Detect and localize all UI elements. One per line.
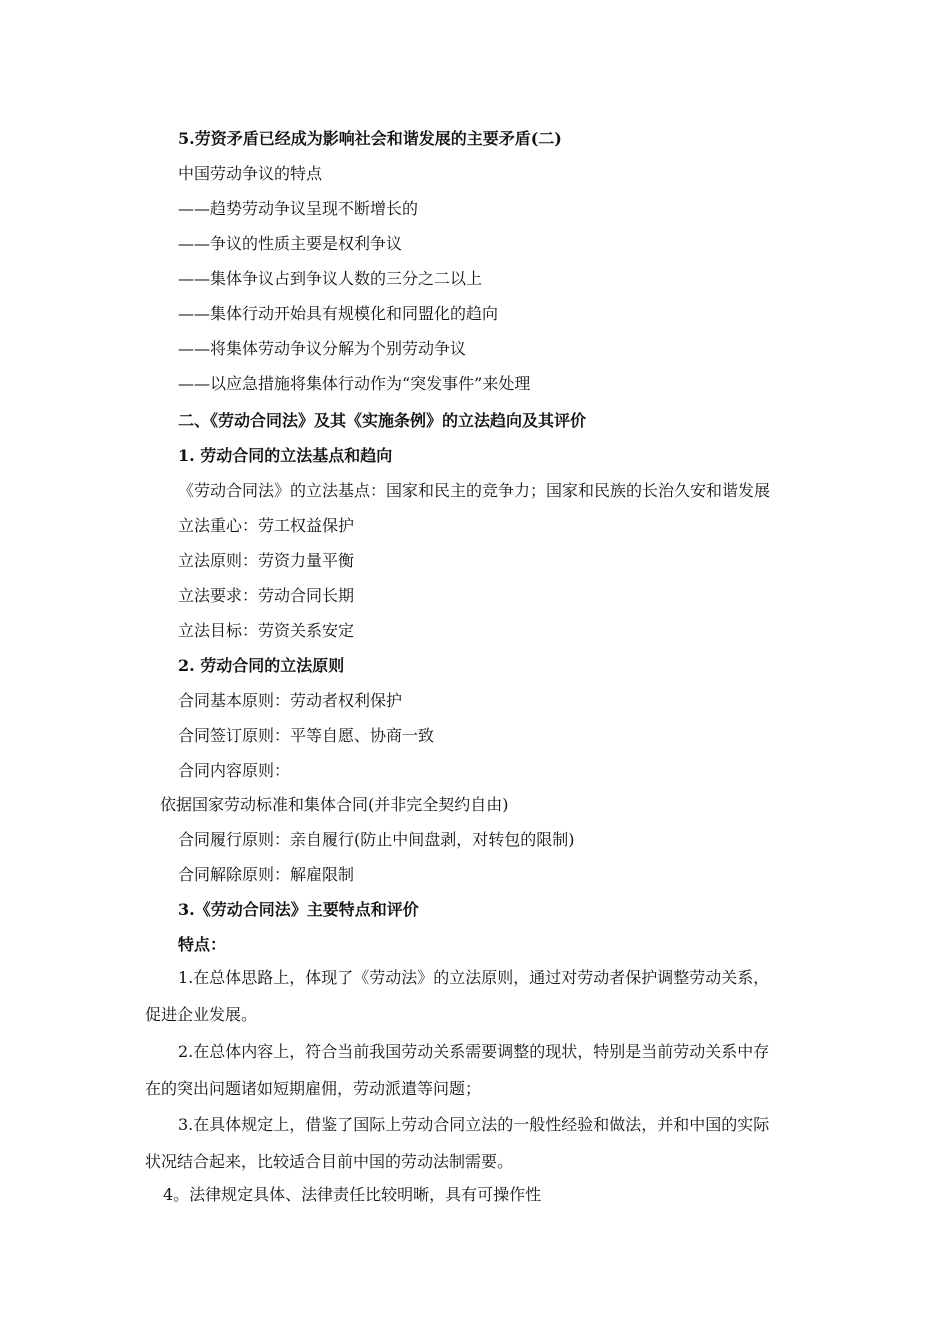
sub-1-title: 1. 劳动合同的立法基点和趋向 bbox=[178, 446, 393, 465]
sub-2-line: 合同解除原则：解雇限制 bbox=[178, 865, 355, 884]
features-label: 特点： bbox=[178, 935, 227, 954]
sub-2-title: 2. 劳动合同的立法原则 bbox=[178, 656, 345, 675]
sub-2-line: 合同基本原则：劳动者权利保护 bbox=[178, 691, 403, 710]
sub-1-line: 立法原则：劳资力量平衡 bbox=[178, 551, 355, 570]
sub-1-line: 立法要求：劳动合同长期 bbox=[178, 586, 355, 605]
china-dispute-title: 中国劳动争议的特点 bbox=[178, 164, 323, 183]
sub-1-line: 立法目标：劳资关系安定 bbox=[178, 621, 355, 640]
feature-line: 在的突出问题诸如短期雇佣，劳动派遣等问题； bbox=[145, 1079, 482, 1098]
feature-line: 促进企业发展。 bbox=[145, 1005, 258, 1024]
dispute-point: ——集体争议占到争议人数的三分之二以上 bbox=[178, 269, 483, 288]
dispute-point: ——将集体劳动争议分解为个别劳动争议 bbox=[178, 339, 467, 358]
dispute-point: ——以应急措施将集体行动作为“突发事件”来处理 bbox=[178, 374, 531, 393]
sub-2-line: 依据国家劳动标准和集体合同(并非完全契约自由) bbox=[160, 795, 509, 814]
dispute-point: ——集体行动开始具有规模化和同盟化的趋向 bbox=[178, 304, 499, 323]
feature-line: 3.在具体规定上，借鉴了国际上劳动合同立法的一般性经验和做法，并和中国的实际 bbox=[178, 1115, 770, 1134]
dispute-point: ——争议的性质主要是权利争议 bbox=[178, 234, 403, 253]
dispute-point: ——趋势劳动争议呈现不断增长的 bbox=[178, 199, 419, 218]
sub-1-line: 《劳动合同法》的立法基点：国家和民主的竞争力；国家和民族的长治久安和谐发展 bbox=[178, 481, 771, 500]
sub-2-line: 合同内容原则： bbox=[178, 761, 291, 780]
feature-line: 4。法律规定具体、法律责任比较明晰，具有可操作性 bbox=[163, 1185, 542, 1204]
sub-2-line: 合同履行原则：亲自履行(防止中间盘剥，对转包的限制) bbox=[178, 830, 575, 849]
feature-line: 2.在总体内容上，符合当前我国劳动关系需要调整的现状，特别是当前劳动关系中存 bbox=[178, 1042, 770, 1061]
section-2-title: 二、《劳动合同法》及其《实施条例》的立法趋向及其评价 bbox=[178, 411, 587, 430]
feature-line: 状况结合起来，比较适合目前中国的劳动法制需要。 bbox=[145, 1152, 514, 1171]
feature-line: 1.在总体思路上，体现了《劳动法》的立法原则，通过对劳动者保护调整劳动关系， bbox=[178, 968, 770, 987]
sub-3-title: 3.《劳动合同法》主要特点和评价 bbox=[178, 900, 419, 919]
heading-5: 5.劳资矛盾已经成为影响社会和谐发展的主要矛盾(二) bbox=[178, 129, 562, 148]
sub-1-line: 立法重心：劳工权益保护 bbox=[178, 516, 355, 535]
sub-2-line: 合同签订原则：平等自愿、协商一致 bbox=[178, 726, 435, 745]
